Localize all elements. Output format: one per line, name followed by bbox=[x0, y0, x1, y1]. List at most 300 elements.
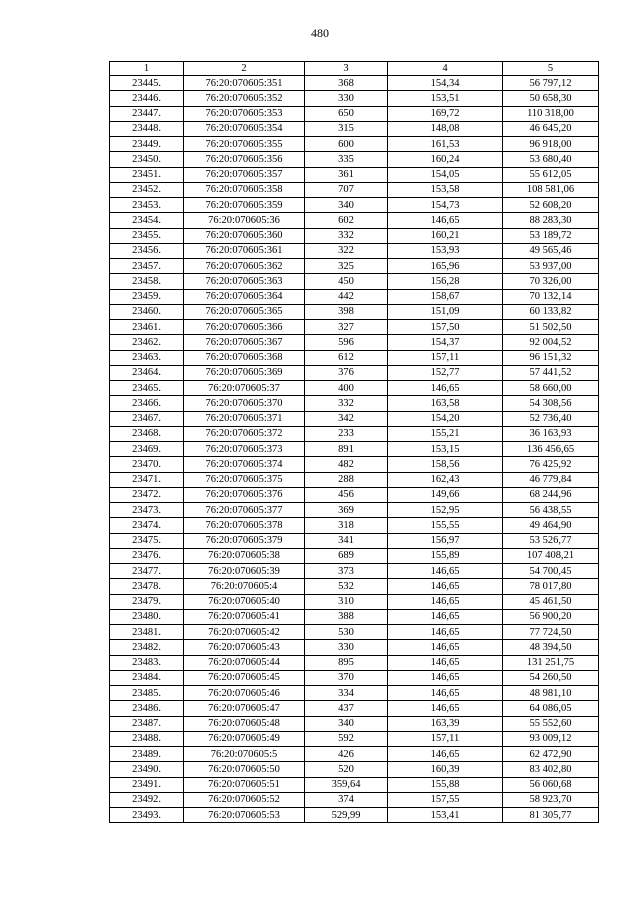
table-row bbox=[110, 381, 599, 396]
specific-value-cell: 151,09 bbox=[388, 304, 503, 319]
row-number-cell: 23486. bbox=[110, 701, 184, 716]
cadastral-value-cell: 68 244,96 bbox=[503, 487, 599, 502]
specific-value-cell: 146,65 bbox=[388, 579, 503, 594]
table-row bbox=[110, 350, 599, 365]
row-number-cell: 23445. bbox=[110, 76, 184, 91]
specific-value-cell: 161,53 bbox=[388, 137, 503, 152]
row-number-cell: 23488. bbox=[110, 731, 184, 746]
cadastral-number-cell: 76:20:070605:374 bbox=[184, 457, 305, 472]
table-row bbox=[110, 182, 599, 197]
specific-value-cell: 158,56 bbox=[388, 457, 503, 472]
area-cell: 437 bbox=[305, 701, 388, 716]
cadastral-value-cell: 56 797,12 bbox=[503, 76, 599, 91]
area-cell: 332 bbox=[305, 228, 388, 243]
column-header-4: 4 bbox=[388, 62, 503, 76]
table-row bbox=[110, 792, 599, 807]
specific-value-cell: 146,65 bbox=[388, 594, 503, 609]
table-row bbox=[110, 274, 599, 289]
cadastral-value-cell: 53 526,77 bbox=[503, 533, 599, 548]
cadastral-value-cell: 53 937,00 bbox=[503, 259, 599, 274]
page-number: 480 bbox=[311, 26, 329, 40]
area-cell: 482 bbox=[305, 457, 388, 472]
area-cell: 530 bbox=[305, 625, 388, 640]
cadastral-value-cell: 46 645,20 bbox=[503, 121, 599, 136]
table-row bbox=[110, 655, 599, 670]
row-number-cell: 23450. bbox=[110, 152, 184, 167]
specific-value-cell: 157,11 bbox=[388, 350, 503, 365]
table-row bbox=[110, 91, 599, 106]
cadastral-number-cell: 76:20:070605:48 bbox=[184, 716, 305, 731]
cadastral-number-cell: 76:20:070605:52 bbox=[184, 792, 305, 807]
table-row bbox=[110, 564, 599, 579]
cadastral-value-cell: 50 658,30 bbox=[503, 91, 599, 106]
specific-value-cell: 152,77 bbox=[388, 365, 503, 380]
cadastral-number-cell: 76:20:070605:53 bbox=[184, 808, 305, 823]
cadastral-value-cell: 93 009,12 bbox=[503, 731, 599, 746]
table-row bbox=[110, 259, 599, 274]
specific-value-cell: 157,11 bbox=[388, 731, 503, 746]
specific-value-cell: 152,95 bbox=[388, 503, 503, 518]
row-number-cell: 23481. bbox=[110, 625, 184, 640]
cadastral-number-cell: 76:20:070605:363 bbox=[184, 274, 305, 289]
table-row bbox=[110, 579, 599, 594]
specific-value-cell: 158,67 bbox=[388, 289, 503, 304]
table-row bbox=[110, 503, 599, 518]
cadastral-value-cell: 56 438,55 bbox=[503, 503, 599, 518]
specific-value-cell: 148,08 bbox=[388, 121, 503, 136]
cadastral-value-cell: 76 425,92 bbox=[503, 457, 599, 472]
area-cell: 689 bbox=[305, 548, 388, 563]
area-cell: 288 bbox=[305, 472, 388, 487]
specific-value-cell: 153,41 bbox=[388, 808, 503, 823]
cadastral-number-cell: 76:20:070605:357 bbox=[184, 167, 305, 182]
row-number-cell: 23453. bbox=[110, 198, 184, 213]
table-body bbox=[110, 76, 599, 823]
area-cell: 612 bbox=[305, 350, 388, 365]
specific-value-cell: 154,20 bbox=[388, 411, 503, 426]
specific-value-cell: 155,55 bbox=[388, 518, 503, 533]
cadastral-number-cell: 76:20:070605:352 bbox=[184, 91, 305, 106]
cadastral-number-cell: 76:20:070605:43 bbox=[184, 640, 305, 655]
table-row bbox=[110, 396, 599, 411]
area-cell: 707 bbox=[305, 182, 388, 197]
row-number-cell: 23480. bbox=[110, 609, 184, 624]
area-cell: 233 bbox=[305, 426, 388, 441]
cadastral-value-cell: 56 900,20 bbox=[503, 609, 599, 624]
cadastral-number-cell: 76:20:070605:5 bbox=[184, 747, 305, 762]
cadastral-value-cell: 70 326,00 bbox=[503, 274, 599, 289]
specific-value-cell: 157,50 bbox=[388, 320, 503, 335]
cadastral-value-cell: 54 700,45 bbox=[503, 564, 599, 579]
table-header bbox=[110, 62, 599, 76]
cadastral-value-cell: 55 552,60 bbox=[503, 716, 599, 731]
specific-value-cell: 146,65 bbox=[388, 381, 503, 396]
specific-value-cell: 146,65 bbox=[388, 609, 503, 624]
specific-value-cell: 155,88 bbox=[388, 777, 503, 792]
row-number-cell: 23467. bbox=[110, 411, 184, 426]
specific-value-cell: 162,43 bbox=[388, 472, 503, 487]
row-number-cell: 23490. bbox=[110, 762, 184, 777]
row-number-cell: 23478. bbox=[110, 579, 184, 594]
area-cell: 374 bbox=[305, 792, 388, 807]
area-cell: 335 bbox=[305, 152, 388, 167]
specific-value-cell: 146,65 bbox=[388, 701, 503, 716]
cadastral-value-cell: 53 680,40 bbox=[503, 152, 599, 167]
table-row bbox=[110, 686, 599, 701]
area-cell: 334 bbox=[305, 686, 388, 701]
cadastral-number-cell: 76:20:070605:40 bbox=[184, 594, 305, 609]
area-cell: 650 bbox=[305, 106, 388, 121]
row-number-cell: 23484. bbox=[110, 670, 184, 685]
table-row bbox=[110, 457, 599, 472]
specific-value-cell: 154,34 bbox=[388, 76, 503, 91]
row-number-cell: 23459. bbox=[110, 289, 184, 304]
cadastral-number-cell: 76:20:070605:371 bbox=[184, 411, 305, 426]
table-row bbox=[110, 701, 599, 716]
table-row bbox=[110, 106, 599, 121]
row-number-cell: 23456. bbox=[110, 243, 184, 258]
area-cell: 532 bbox=[305, 579, 388, 594]
table-row bbox=[110, 487, 599, 502]
row-number-cell: 23472. bbox=[110, 487, 184, 502]
table-row bbox=[110, 442, 599, 457]
area-cell: 442 bbox=[305, 289, 388, 304]
specific-value-cell: 146,65 bbox=[388, 655, 503, 670]
table-row bbox=[110, 609, 599, 624]
row-number-cell: 23468. bbox=[110, 426, 184, 441]
column-header-1: 1 bbox=[110, 62, 184, 76]
table-row bbox=[110, 548, 599, 563]
cadastral-number-cell: 76:20:070605:360 bbox=[184, 228, 305, 243]
cadastral-value-cell: 108 581,06 bbox=[503, 182, 599, 197]
row-number-cell: 23492. bbox=[110, 792, 184, 807]
cadastral-number-cell: 76:20:070605:47 bbox=[184, 701, 305, 716]
cadastral-number-cell: 76:20:070605:4 bbox=[184, 579, 305, 594]
cadastral-number-cell: 76:20:070605:38 bbox=[184, 548, 305, 563]
cadastral-number-cell: 76:20:070605:45 bbox=[184, 670, 305, 685]
area-cell: 398 bbox=[305, 304, 388, 319]
table-row bbox=[110, 518, 599, 533]
area-cell: 520 bbox=[305, 762, 388, 777]
specific-value-cell: 163,58 bbox=[388, 396, 503, 411]
row-number-cell: 23475. bbox=[110, 533, 184, 548]
area-cell: 340 bbox=[305, 716, 388, 731]
table-row bbox=[110, 762, 599, 777]
area-cell: 330 bbox=[305, 91, 388, 106]
row-number-cell: 23489. bbox=[110, 747, 184, 762]
row-number-cell: 23454. bbox=[110, 213, 184, 228]
area-cell: 400 bbox=[305, 381, 388, 396]
area-cell: 368 bbox=[305, 76, 388, 91]
specific-value-cell: 154,05 bbox=[388, 167, 503, 182]
cadastral-number-cell: 76:20:070605:351 bbox=[184, 76, 305, 91]
area-cell: 891 bbox=[305, 442, 388, 457]
cadastral-number-cell: 76:20:070605:369 bbox=[184, 365, 305, 380]
table-row bbox=[110, 472, 599, 487]
row-number-cell: 23461. bbox=[110, 320, 184, 335]
cadastral-number-cell: 76:20:070605:41 bbox=[184, 609, 305, 624]
specific-value-cell: 156,28 bbox=[388, 274, 503, 289]
area-cell: 322 bbox=[305, 243, 388, 258]
area-cell: 388 bbox=[305, 609, 388, 624]
area-cell: 361 bbox=[305, 167, 388, 182]
table-row bbox=[110, 411, 599, 426]
cadastral-number-cell: 76:20:070605:365 bbox=[184, 304, 305, 319]
cadastral-value-cell: 110 318,00 bbox=[503, 106, 599, 121]
column-header-5: 5 bbox=[503, 62, 599, 76]
cadastral-value-cell: 54 308,56 bbox=[503, 396, 599, 411]
row-number-cell: 23465. bbox=[110, 381, 184, 396]
cadastral-value-cell: 78 017,80 bbox=[503, 579, 599, 594]
cadastral-number-cell: 76:20:070605:367 bbox=[184, 335, 305, 350]
table-row bbox=[110, 716, 599, 731]
cadastral-value-cell: 131 251,75 bbox=[503, 655, 599, 670]
cadastral-number-cell: 76:20:070605:372 bbox=[184, 426, 305, 441]
row-number-cell: 23452. bbox=[110, 182, 184, 197]
cadastral-number-cell: 76:20:070605:354 bbox=[184, 121, 305, 136]
specific-value-cell: 169,72 bbox=[388, 106, 503, 121]
cadastral-number-cell: 76:20:070605:46 bbox=[184, 686, 305, 701]
cadastral-value-cell: 136 456,65 bbox=[503, 442, 599, 457]
cadastral-number-cell: 76:20:070605:355 bbox=[184, 137, 305, 152]
area-cell: 340 bbox=[305, 198, 388, 213]
area-cell: 370 bbox=[305, 670, 388, 685]
cadastral-value-cell: 96 918,00 bbox=[503, 137, 599, 152]
specific-value-cell: 165,96 bbox=[388, 259, 503, 274]
row-number-cell: 23473. bbox=[110, 503, 184, 518]
specific-value-cell: 155,21 bbox=[388, 426, 503, 441]
area-cell: 426 bbox=[305, 747, 388, 762]
cadastral-value-cell: 70 132,14 bbox=[503, 289, 599, 304]
cadastral-value-cell: 92 004,52 bbox=[503, 335, 599, 350]
cadastral-number-cell: 76:20:070605:364 bbox=[184, 289, 305, 304]
area-cell: 310 bbox=[305, 594, 388, 609]
cadastral-number-cell: 76:20:070605:379 bbox=[184, 533, 305, 548]
table-row bbox=[110, 808, 599, 823]
row-number-cell: 23479. bbox=[110, 594, 184, 609]
area-cell: 359,64 bbox=[305, 777, 388, 792]
area-cell: 327 bbox=[305, 320, 388, 335]
table-row bbox=[110, 137, 599, 152]
cadastral-value-cell: 52 608,20 bbox=[503, 198, 599, 213]
row-number-cell: 23447. bbox=[110, 106, 184, 121]
column-header-3: 3 bbox=[305, 62, 388, 76]
row-number-cell: 23470. bbox=[110, 457, 184, 472]
row-number-cell: 23446. bbox=[110, 91, 184, 106]
row-number-cell: 23463. bbox=[110, 350, 184, 365]
cadastral-value-cell: 36 163,93 bbox=[503, 426, 599, 441]
cadastral-value-cell: 77 724,50 bbox=[503, 625, 599, 640]
row-number-cell: 23448. bbox=[110, 121, 184, 136]
cadastral-value-cell: 48 981,10 bbox=[503, 686, 599, 701]
row-number-cell: 23460. bbox=[110, 304, 184, 319]
cadastral-number-cell: 76:20:070605:377 bbox=[184, 503, 305, 518]
area-cell: 341 bbox=[305, 533, 388, 548]
cadastral-value-cell: 55 612,05 bbox=[503, 167, 599, 182]
row-number-cell: 23476. bbox=[110, 548, 184, 563]
cadastral-value-cell: 49 464,90 bbox=[503, 518, 599, 533]
area-cell: 325 bbox=[305, 259, 388, 274]
cadastral-value-cell: 96 151,32 bbox=[503, 350, 599, 365]
cadastral-value-table bbox=[109, 61, 599, 823]
specific-value-cell: 157,55 bbox=[388, 792, 503, 807]
row-number-cell: 23462. bbox=[110, 335, 184, 350]
table-row bbox=[110, 625, 599, 640]
area-cell: 596 bbox=[305, 335, 388, 350]
area-cell: 330 bbox=[305, 640, 388, 655]
row-number-cell: 23487. bbox=[110, 716, 184, 731]
specific-value-cell: 153,51 bbox=[388, 91, 503, 106]
row-number-cell: 23449. bbox=[110, 137, 184, 152]
area-cell: 373 bbox=[305, 564, 388, 579]
specific-value-cell: 154,73 bbox=[388, 198, 503, 213]
specific-value-cell: 160,21 bbox=[388, 228, 503, 243]
table-row bbox=[110, 670, 599, 685]
specific-value-cell: 146,65 bbox=[388, 213, 503, 228]
cadastral-value-cell: 64 086,05 bbox=[503, 701, 599, 716]
table-row bbox=[110, 198, 599, 213]
area-cell: 342 bbox=[305, 411, 388, 426]
cadastral-number-cell: 76:20:070605:375 bbox=[184, 472, 305, 487]
area-cell: 376 bbox=[305, 365, 388, 380]
specific-value-cell: 153,15 bbox=[388, 442, 503, 457]
cadastral-number-cell: 76:20:070605:49 bbox=[184, 731, 305, 746]
cadastral-value-cell: 88 283,30 bbox=[503, 213, 599, 228]
cadastral-number-cell: 76:20:070605:42 bbox=[184, 625, 305, 640]
row-number-cell: 23474. bbox=[110, 518, 184, 533]
table-row bbox=[110, 243, 599, 258]
row-number-cell: 23464. bbox=[110, 365, 184, 380]
cadastral-number-cell: 76:20:070605:353 bbox=[184, 106, 305, 121]
table-row bbox=[110, 289, 599, 304]
header-row bbox=[110, 62, 599, 76]
specific-value-cell: 153,93 bbox=[388, 243, 503, 258]
area-cell: 332 bbox=[305, 396, 388, 411]
area-cell: 456 bbox=[305, 487, 388, 502]
cadastral-number-cell: 76:20:070605:373 bbox=[184, 442, 305, 457]
area-cell: 369 bbox=[305, 503, 388, 518]
cadastral-number-cell: 76:20:070605:36 bbox=[184, 213, 305, 228]
table-row bbox=[110, 152, 599, 167]
row-number-cell: 23458. bbox=[110, 274, 184, 289]
table-row bbox=[110, 213, 599, 228]
specific-value-cell: 146,65 bbox=[388, 670, 503, 685]
area-cell: 895 bbox=[305, 655, 388, 670]
table-row bbox=[110, 167, 599, 182]
cadastral-number-cell: 76:20:070605:37 bbox=[184, 381, 305, 396]
specific-value-cell: 160,24 bbox=[388, 152, 503, 167]
area-cell: 529,99 bbox=[305, 808, 388, 823]
specific-value-cell: 155,89 bbox=[388, 548, 503, 563]
cadastral-number-cell: 76:20:070605:378 bbox=[184, 518, 305, 533]
area-cell: 592 bbox=[305, 731, 388, 746]
specific-value-cell: 160,39 bbox=[388, 762, 503, 777]
cadastral-value-cell: 48 394,50 bbox=[503, 640, 599, 655]
table-row bbox=[110, 533, 599, 548]
row-number-cell: 23493. bbox=[110, 808, 184, 823]
table-row bbox=[110, 228, 599, 243]
cadastral-value-cell: 52 736,40 bbox=[503, 411, 599, 426]
table-row bbox=[110, 76, 599, 91]
row-number-cell: 23469. bbox=[110, 442, 184, 457]
cadastral-value-cell: 81 305,77 bbox=[503, 808, 599, 823]
cadastral-value-cell: 46 779,84 bbox=[503, 472, 599, 487]
cadastral-number-cell: 76:20:070605:376 bbox=[184, 487, 305, 502]
row-number-cell: 23451. bbox=[110, 167, 184, 182]
row-number-cell: 23477. bbox=[110, 564, 184, 579]
area-cell: 602 bbox=[305, 213, 388, 228]
cadastral-value-cell: 83 402,80 bbox=[503, 762, 599, 777]
specific-value-cell: 146,65 bbox=[388, 625, 503, 640]
cadastral-number-cell: 76:20:070605:361 bbox=[184, 243, 305, 258]
table-row bbox=[110, 320, 599, 335]
row-number-cell: 23457. bbox=[110, 259, 184, 274]
table-row bbox=[110, 747, 599, 762]
specific-value-cell: 163,39 bbox=[388, 716, 503, 731]
cadastral-value-cell: 54 260,50 bbox=[503, 670, 599, 685]
area-cell: 450 bbox=[305, 274, 388, 289]
cadastral-number-cell: 76:20:070605:44 bbox=[184, 655, 305, 670]
table-row bbox=[110, 335, 599, 350]
row-number-cell: 23483. bbox=[110, 655, 184, 670]
table-row bbox=[110, 594, 599, 609]
table-row bbox=[110, 426, 599, 441]
cadastral-number-cell: 76:20:070605:370 bbox=[184, 396, 305, 411]
cadastral-number-cell: 76:20:070605:39 bbox=[184, 564, 305, 579]
row-number-cell: 23491. bbox=[110, 777, 184, 792]
specific-value-cell: 149,66 bbox=[388, 487, 503, 502]
cadastral-number-cell: 76:20:070605:51 bbox=[184, 777, 305, 792]
specific-value-cell: 146,65 bbox=[388, 747, 503, 762]
cadastral-value-cell: 107 408,21 bbox=[503, 548, 599, 563]
cadastral-value-cell: 62 472,90 bbox=[503, 747, 599, 762]
cadastral-value-cell: 51 502,50 bbox=[503, 320, 599, 335]
cadastral-value-cell: 57 441,52 bbox=[503, 365, 599, 380]
cadastral-number-cell: 76:20:070605:359 bbox=[184, 198, 305, 213]
row-number-cell: 23466. bbox=[110, 396, 184, 411]
table-row bbox=[110, 121, 599, 136]
cadastral-number-cell: 76:20:070605:356 bbox=[184, 152, 305, 167]
specific-value-cell: 154,37 bbox=[388, 335, 503, 350]
cadastral-number-cell: 76:20:070605:368 bbox=[184, 350, 305, 365]
table-row bbox=[110, 304, 599, 319]
specific-value-cell: 146,65 bbox=[388, 640, 503, 655]
cadastral-value-cell: 60 133,82 bbox=[503, 304, 599, 319]
table-row bbox=[110, 640, 599, 655]
cadastral-number-cell: 76:20:070605:366 bbox=[184, 320, 305, 335]
table-row bbox=[110, 777, 599, 792]
area-cell: 600 bbox=[305, 137, 388, 152]
cadastral-number-cell: 76:20:070605:362 bbox=[184, 259, 305, 274]
specific-value-cell: 153,58 bbox=[388, 182, 503, 197]
row-number-cell: 23471. bbox=[110, 472, 184, 487]
cadastral-value-cell: 49 565,46 bbox=[503, 243, 599, 258]
specific-value-cell: 156,97 bbox=[388, 533, 503, 548]
cadastral-number-cell: 76:20:070605:358 bbox=[184, 182, 305, 197]
cadastral-value-cell: 53 189,72 bbox=[503, 228, 599, 243]
column-header-2: 2 bbox=[184, 62, 305, 76]
row-number-cell: 23485. bbox=[110, 686, 184, 701]
cadastral-value-cell: 56 060,68 bbox=[503, 777, 599, 792]
table-row bbox=[110, 365, 599, 380]
specific-value-cell: 146,65 bbox=[388, 686, 503, 701]
specific-value-cell: 146,65 bbox=[388, 564, 503, 579]
row-number-cell: 23455. bbox=[110, 228, 184, 243]
row-number-cell: 23482. bbox=[110, 640, 184, 655]
cadastral-value-cell: 45 461,50 bbox=[503, 594, 599, 609]
area-cell: 315 bbox=[305, 121, 388, 136]
cadastral-value-cell: 58 660,00 bbox=[503, 381, 599, 396]
